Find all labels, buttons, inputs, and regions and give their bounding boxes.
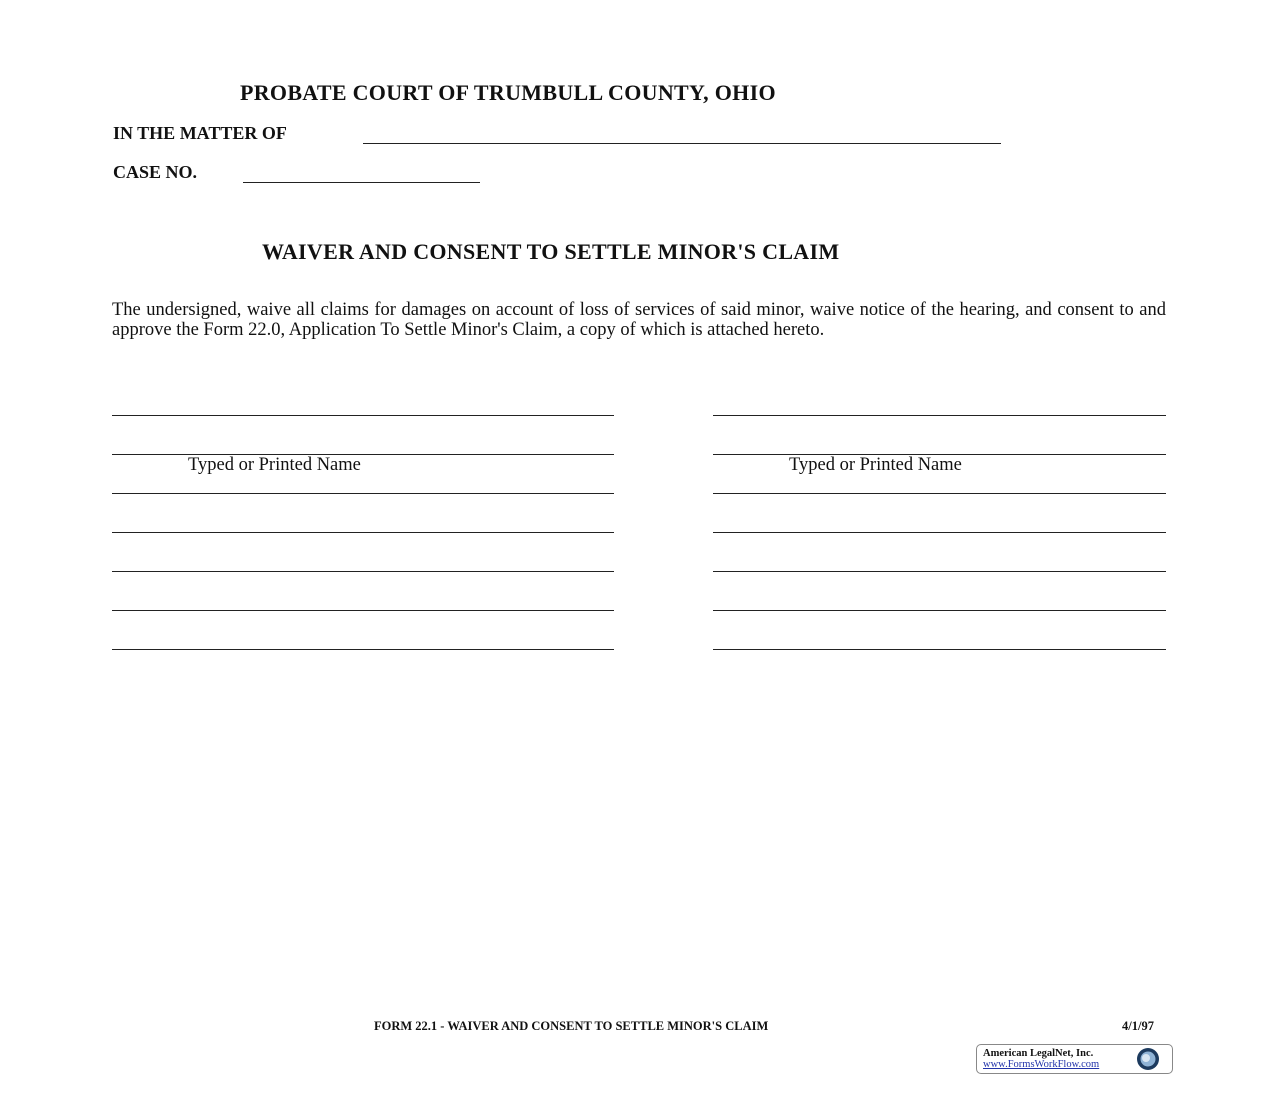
address-line[interactable] — [112, 493, 614, 494]
address-line[interactable] — [713, 649, 1166, 650]
address-line[interactable] — [713, 610, 1166, 611]
case-no-field[interactable] — [243, 166, 480, 183]
matter-field[interactable] — [363, 127, 1001, 144]
signature-line[interactable] — [713, 415, 1166, 416]
footer-date: 4/1/97 — [1122, 1019, 1154, 1033]
logo-company: American LegalNet, Inc. — [983, 1048, 1094, 1059]
address-line[interactable] — [713, 532, 1166, 533]
form-title: WAIVER AND CONSENT TO SETTLE MINOR'S CLAIM — [262, 239, 840, 264]
address-line[interactable] — [112, 610, 614, 611]
address-line[interactable] — [112, 571, 614, 572]
waiver-paragraph: The undersigned, waive all claims for damages on account of loss of services of said minor, waive notice of the hearing, and consent to and approve the Form 22.0, Application To Settle Minor's Claim, a copy of which is attached hereto. — [112, 300, 1166, 340]
address-line[interactable] — [112, 532, 614, 533]
american-legalnet-logo[interactable] — [976, 1044, 1173, 1074]
typed-name-label: Typed or Printed Name — [789, 455, 962, 475]
signature-line[interactable] — [112, 415, 614, 416]
matter-label: IN THE MATTER OF — [113, 123, 287, 143]
address-line[interactable] — [713, 571, 1166, 572]
address-line[interactable] — [112, 649, 614, 650]
typed-name-label: Typed or Printed Name — [188, 455, 361, 475]
logo-url-link[interactable]: www.FormsWorkFlow.com — [983, 1059, 1100, 1070]
footer-form-id: FORM 22.1 - WAIVER AND CONSENT TO SETTLE MINOR'S CLAIM — [374, 1019, 769, 1033]
address-line[interactable] — [713, 493, 1166, 494]
court-title: PROBATE COURT OF TRUMBULL COUNTY, OHIO — [240, 80, 776, 105]
globe-icon — [1135, 1047, 1161, 1071]
case-no-label: CASE NO. — [113, 162, 198, 182]
